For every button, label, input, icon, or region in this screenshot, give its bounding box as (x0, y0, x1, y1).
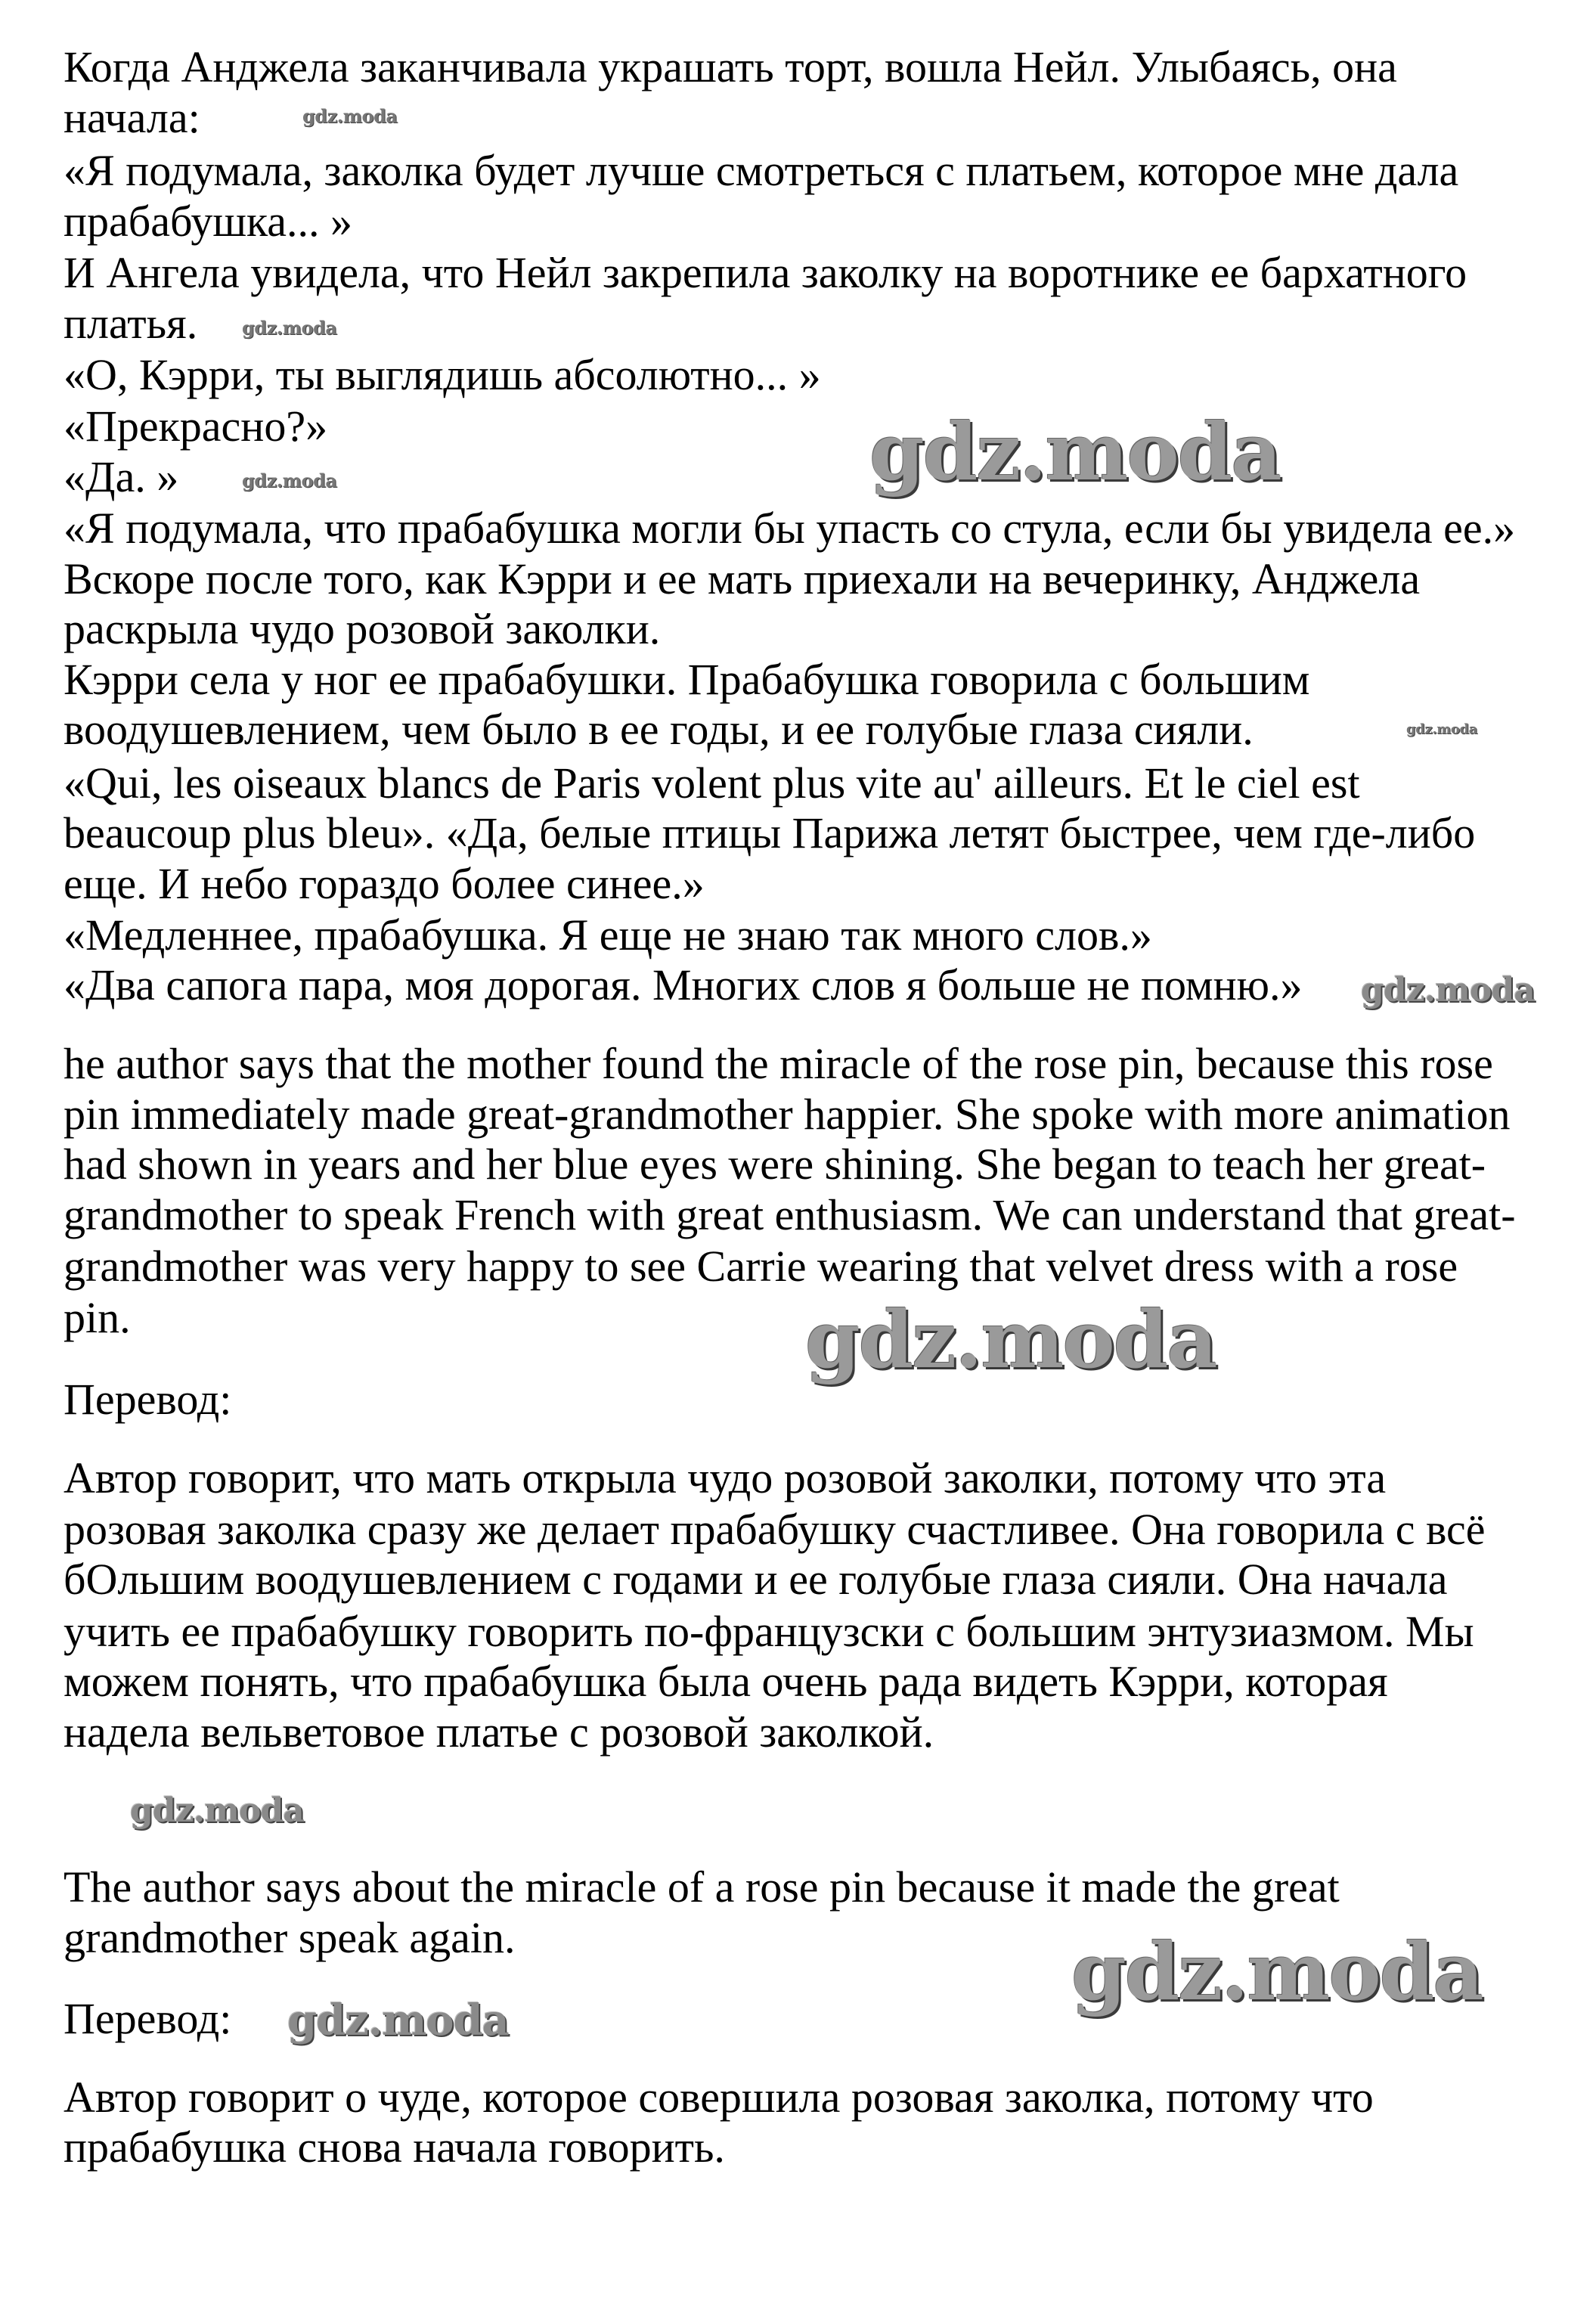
text-line: учить ее прабабушку говорить по-французски с большим энтузиазмом. Мы (64, 1607, 1474, 1656)
text-line: розовая заколка сразу же делает прабабушку счастливее. Она говорила с всё (64, 1505, 1486, 1554)
text-line: had shown in years and her blue eyes were shining. She began to teach her great- (64, 1140, 1486, 1189)
watermark: gdz.moda (130, 1791, 304, 1830)
text-line: grandmother to speak French with great enthusiasm. We can understand that great- (64, 1190, 1516, 1239)
text-line: Перевод: (64, 1994, 232, 2043)
text-line: Автор говорит о чуде, которое совершила розовая заколка, потому что (64, 2073, 1374, 2122)
text-line: начала: (64, 93, 200, 142)
watermark: gdz.moda (869, 405, 1281, 498)
watermark: gdz.moda (1071, 1925, 1483, 2018)
text-line: «Два сапога пара, моя дорогая. Многих слов я больше не помню.» (64, 960, 1303, 1009)
text-line: еще. И небо гораздо более синее.» (64, 859, 705, 908)
text-line: beaucoup plus bleu». «Да, белые птицы Парижа летят быстрее, чем где-либо (64, 808, 1476, 857)
text-line: «Медленнее, прабабушка. Я еще не знаю так много слов.» (64, 910, 1152, 960)
text-line: «Прекрасно?» (64, 402, 328, 451)
text-line: «Да. » (64, 452, 179, 501)
text-line: Перевод: (64, 1375, 232, 1424)
text-line: pin immediately made great-grandmother happier. She spoke with more animation (64, 1090, 1511, 1139)
text-line: «О, Кэрри, ты выглядишь абсолютно... » (64, 350, 821, 399)
text-line: воодушевлением, чем было в ее годы, и ее голубые глаза сияли. (64, 705, 1254, 754)
text-line: надела вельветовое платье с розовой заколкой. (64, 1707, 934, 1757)
watermark: gdz.moda (1361, 971, 1535, 1009)
text-line: Когда Анджела заканчивала украшать торт, вошла Нейл. Улыбаясь, она (64, 42, 1397, 91)
text-line: The author says about the miracle of a rose pin because it made the great (64, 1862, 1340, 1912)
watermark: gdz.moda (805, 1293, 1216, 1386)
text-line: grandmother was very happy to see Carrie wearing that velvet dress with a rose (64, 1242, 1458, 1291)
watermark: gdz.moda (242, 470, 337, 491)
watermark: gdz.moda (242, 317, 337, 339)
watermark: gdz.moda (302, 105, 398, 127)
text-line: раскрыла чудо розовой заколки. (64, 604, 661, 653)
text-line: pin. (64, 1293, 131, 1342)
text-line: прабабушка... » (64, 197, 353, 246)
text-line: grandmother speak again. (64, 1913, 516, 1962)
text-line: «Qui, les oiseaux blancs de Paris volent plus vite au' ailleurs. Et le ciel est (64, 758, 1360, 808)
text-line: Автор говорит, что мать открыла чудо розовой заколки, потому что эта (64, 1453, 1387, 1502)
text-line: Кэрри села у ног ее прабабушки. Прабабушка говорила с большим (64, 655, 1310, 704)
text-line: можем понять, что прабабушка была очень рада видеть Кэрри, которая (64, 1657, 1388, 1706)
text-line: прабабушка снова начала говорить. (64, 2123, 725, 2172)
text-line: платья. (64, 299, 198, 348)
watermark: gdz.moda (287, 1995, 509, 2045)
text-line: «Я подумала, заколка будет лучше смотреться с платьем, которое мне дала (64, 146, 1459, 195)
text-line: бОльшим воодушевлением с годами и ее голубые глаза сияли. Она начала (64, 1555, 1448, 1604)
watermark: gdz.moda (1406, 721, 1478, 737)
text-line: Вскоре после того, как Кэрри и ее мать приехали на вечеринку, Анджела (64, 554, 1421, 603)
text-line: he author says that the mother found the miracle of the rose pin, because this rose (64, 1039, 1493, 1088)
text-line: И Ангела увидела, что Нейл закрепила заколку на воротнике ее бархатного (64, 248, 1467, 297)
text-line: «Я подумала, что прабабушка могли бы упасть со стула, если бы увидела ее.» (64, 504, 1516, 553)
